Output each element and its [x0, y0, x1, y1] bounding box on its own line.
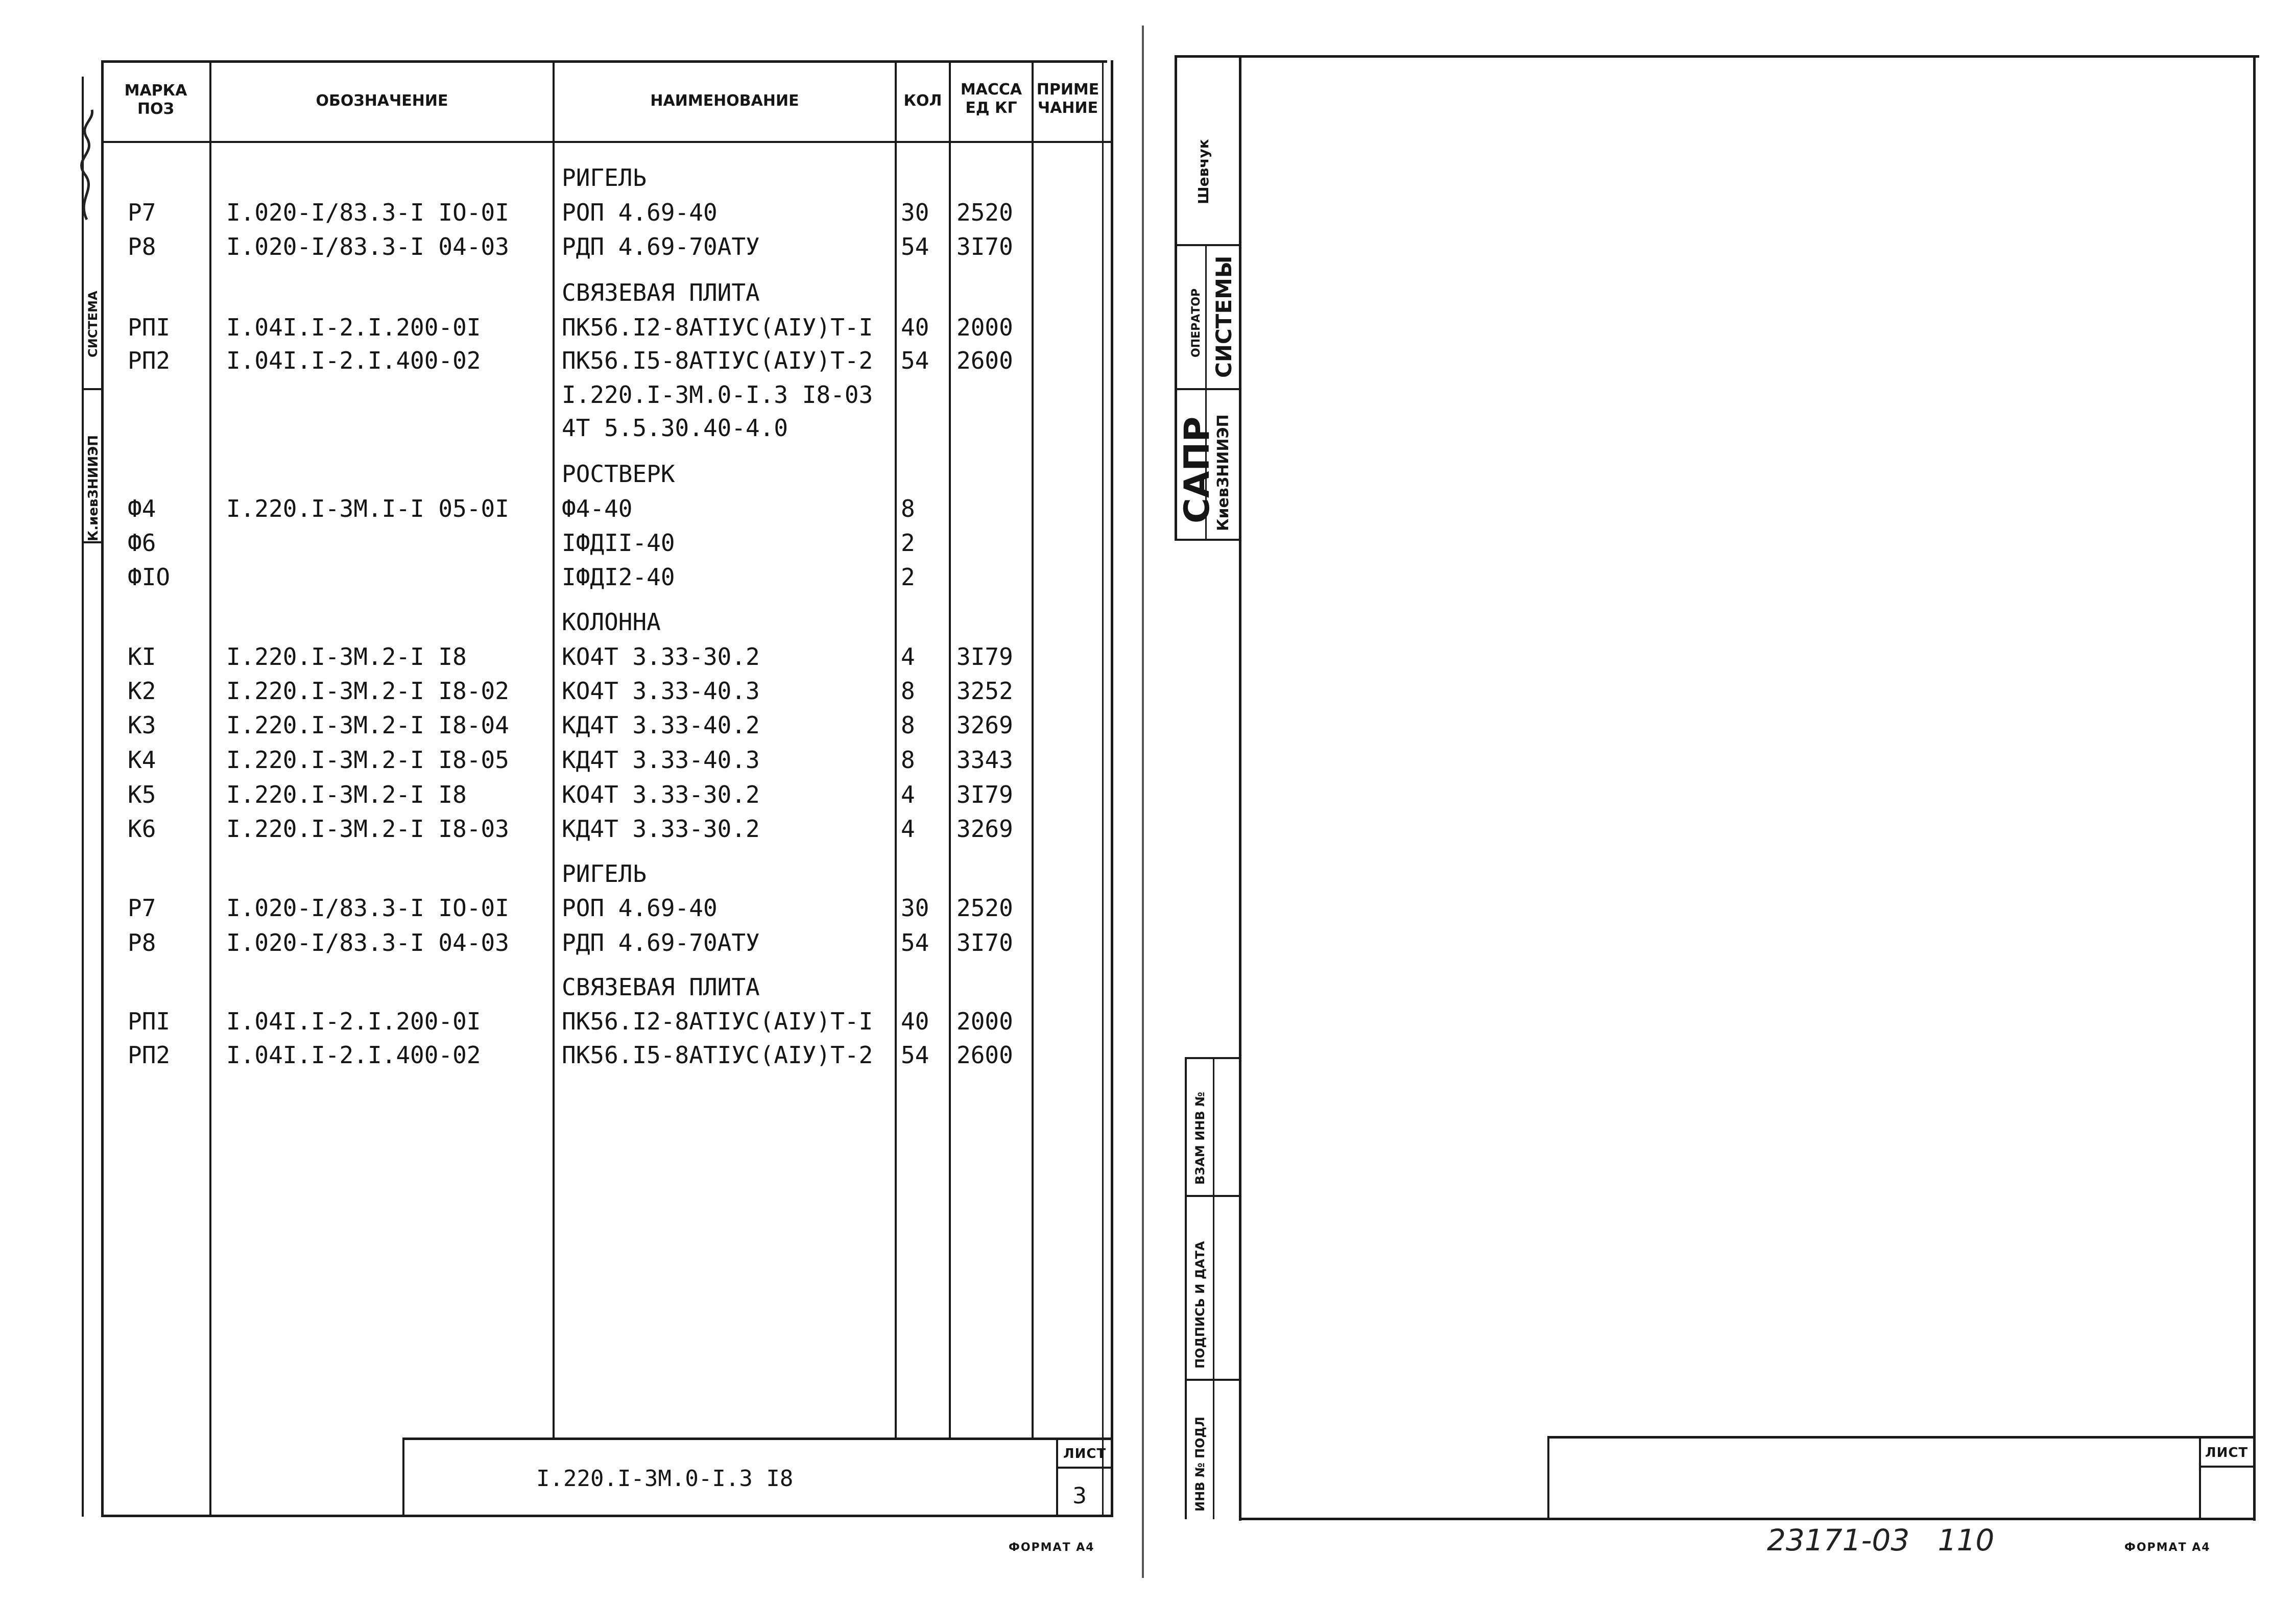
cell-massa: 3269: [956, 815, 1013, 843]
cell-oboznachenie: I.220.I-3М.2-I I8-05: [226, 746, 509, 774]
signature-scribble: [71, 107, 102, 225]
cell-oboznachenie: I.04I.I-2.I.200-0I: [226, 314, 481, 341]
cell-oboznachenie: I.220.I-3М.2-I I8: [226, 643, 467, 670]
cell-kol: 54: [901, 347, 929, 374]
cell-pos: РП2: [128, 1041, 171, 1069]
cell-oboznachenie: I.220.I-3М.2-I I8-03: [226, 815, 509, 843]
cell-kol: 54: [901, 233, 929, 260]
cell-massa: 3I79: [956, 643, 1013, 670]
cell-naimenovanie: IФДII-40: [562, 529, 675, 557]
col-line-2: [553, 60, 555, 1439]
cell-oboznachenie: I.220.I-3М.2-I I8-02: [226, 677, 509, 705]
cell-pos: К5: [128, 781, 156, 808]
header-primechanie: ПРИМЕ ЧАНИЕ: [1036, 81, 1099, 117]
cell-kol: 8: [901, 711, 915, 739]
side-stamp-org: К.иевЗНИИЭП: [86, 435, 101, 541]
col-line-5: [1032, 60, 1034, 1439]
cell-massa: 2600: [956, 347, 1013, 374]
stamp-author: Шевчук: [1195, 139, 1212, 204]
title-block-top-line: [402, 1438, 1113, 1440]
header-naimenovanie: НАИМЕНОВАНИЕ: [650, 92, 799, 110]
side-stamp-tick-1: [82, 388, 101, 390]
cell-pos: Р7: [128, 199, 156, 226]
cell-massa: 3I79: [956, 781, 1013, 808]
cell-naimenovanie: КОЛОННА: [562, 608, 661, 636]
cell-kol: 40: [901, 314, 929, 341]
cell-massa: 2000: [956, 314, 1013, 341]
cell-kol: 8: [901, 677, 915, 705]
cell-naimenovanie: РИГЕЛЬ: [562, 860, 647, 888]
cell-oboznachenie: I.04I.I-2.I.200-0I: [226, 1008, 481, 1035]
cell-naimenovanie: РОП 4.69-40: [562, 894, 718, 922]
cell-pos: Ф6: [128, 529, 156, 557]
cell-naimenovanie: ПК56.I2-8АТIУС(АIУ)Т-I: [562, 1008, 873, 1035]
frame-bottom-line: [101, 1515, 1113, 1517]
cell-kol: 4: [901, 643, 915, 670]
side-stamp-system: СИСТЕМА: [86, 291, 100, 357]
cell-pos: Р8: [128, 929, 156, 956]
cell-massa: 3I70: [956, 233, 1013, 260]
stamp-sapr: САПР: [1177, 416, 1217, 523]
title-block-sheet-label: ЛИСТ: [1063, 1446, 1107, 1462]
cell-massa: 2000: [956, 1008, 1013, 1035]
stamp-org: КиевЗНИИЭП: [1214, 414, 1232, 531]
side-field-vzam-inv: ВЗАМ ИНВ №: [1193, 1092, 1207, 1185]
right-frame-inner-left: [1239, 55, 1241, 1521]
cell-massa: 3269: [956, 711, 1013, 739]
right-frame-top: [1175, 55, 2259, 58]
cell-massa: 3343: [956, 746, 1013, 774]
side-field-outer: [1185, 1057, 1187, 1519]
right-title-block-sheet-label: ЛИСТ: [2205, 1445, 2249, 1460]
cell-oboznachenie: I.220.I-3М.I-I 05-0I: [226, 495, 509, 522]
side-field-mid: [1213, 1057, 1214, 1519]
cell-naimenovanie: КД4Т 3.33-40.2: [562, 711, 760, 739]
cell-naimenovanie: КО4Т 3.33-30.2: [562, 643, 760, 670]
cell-kol: 2: [901, 563, 915, 591]
cell-oboznachenie: I.04I.I-2.I.400-02: [226, 347, 481, 374]
cell-naimenovanie: РДП 4.69-70АТУ: [562, 233, 760, 260]
cell-oboznachenie: I.020-I/83.3-I IO-0I: [226, 199, 509, 226]
cell-oboznachenie: I.020-I/83.3-I 04-03: [226, 233, 509, 260]
col-line-1: [209, 60, 211, 1517]
cell-naimenovanie: IФДI2-40: [562, 563, 675, 591]
header-bottom-line: [101, 141, 1113, 143]
left-format-label: ФОРМАТ А4: [1009, 1541, 1095, 1554]
stamp-operator-value: СИСТЕМЫ: [1211, 255, 1236, 378]
stamp-line-2: [1175, 388, 1241, 390]
right-title-block-top: [1547, 1436, 2256, 1439]
frame-top-line: [101, 60, 1107, 63]
right-frame-right: [2253, 55, 2256, 1521]
title-block-sheet-line: [1056, 1467, 1113, 1469]
frame-right-line: [1111, 60, 1113, 1517]
cell-naimenovanie: КД4Т 3.33-30.2: [562, 815, 760, 843]
cell-oboznachenie: I.220.I-3М.2-I I8: [226, 781, 467, 808]
col-line-inner: [1102, 60, 1104, 1517]
cell-pos: К6: [128, 815, 156, 843]
cell-naimenovanie: Ф4-40: [562, 495, 633, 522]
stamp-line-3: [1175, 539, 1241, 541]
header-massa: МАССА ЕД КГ: [960, 81, 1022, 117]
cell-oboznachenie: I.04I.I-2.I.400-02: [226, 1041, 481, 1069]
cell-pos: К3: [128, 711, 156, 739]
cell-massa: 2600: [956, 1041, 1013, 1069]
header-marka: МАРКА ПОЗ: [124, 82, 187, 118]
cell-massa: 2520: [956, 894, 1013, 922]
side-stamp-tick-2: [82, 541, 101, 543]
cell-naimenovanie: СВЯЗЕВАЯ ПЛИТА: [562, 279, 760, 306]
title-block-designation: I.220.I-3М.0-I.3 I8: [536, 1466, 794, 1492]
cell-naimenovanie: 4Т 5.5.30.40-4.0: [562, 414, 788, 442]
cell-pos: Р7: [128, 894, 156, 922]
cell-naimenovanie: ПК56.I2-8АТIУС(АIУ)Т-I: [562, 314, 873, 341]
cell-naimenovanie: РДП 4.69-70АТУ: [562, 929, 760, 956]
right-title-block-sheet-divider: [2199, 1436, 2201, 1520]
cell-pos: К4: [128, 746, 156, 774]
cell-naimenovanie: КО4Т 3.33-30.2: [562, 781, 760, 808]
cell-oboznachenie: I.020-I/83.3-I IO-0I: [226, 894, 509, 922]
title-block-sheet-divider: [1056, 1438, 1058, 1517]
col-line-4: [949, 60, 951, 1439]
cell-naimenovanie: ПК56.I5-8АТIУС(АIУ)Т-2: [562, 347, 873, 374]
cell-naimenovanie: РОСТВЕРК: [562, 460, 675, 488]
cell-naimenovanie: КО4Т 3.33-40.3: [562, 677, 760, 705]
cell-oboznachenie: I.220.I-3М.2-I I8-04: [226, 711, 509, 739]
stamp-line-1: [1175, 244, 1241, 246]
cell-pos: РП2: [128, 347, 171, 374]
cell-oboznachenie: I.020-I/83.3-I 04-03: [226, 929, 509, 956]
cell-pos: К2: [128, 677, 156, 705]
cell-naimenovanie: ПК56.I5-8АТIУС(АIУ)Т-2: [562, 1041, 873, 1069]
cell-pos: Р8: [128, 233, 156, 260]
header-kol: КОЛ: [903, 92, 942, 110]
header-oboznachenie: ОБОЗНАЧЕНИЕ: [316, 92, 448, 110]
cell-kol: 54: [901, 1041, 929, 1069]
cell-pos: Ф4: [128, 495, 156, 522]
handwritten-number: 23171-03 110: [1767, 1523, 1995, 1558]
side-stamp-line: [82, 77, 84, 1517]
side-field-inv-podl: ИНВ № ПОДЛ: [1193, 1417, 1207, 1512]
right-frame-bottom: [1239, 1518, 2256, 1520]
cell-pos: КI: [128, 643, 156, 670]
cell-kol: 4: [901, 781, 915, 808]
cell-massa: 3I70: [956, 929, 1013, 956]
cell-kol: 30: [901, 199, 929, 226]
stamp-operator-label: ОПЕРАТОР: [1190, 288, 1203, 357]
cell-kol: 40: [901, 1008, 929, 1035]
frame-left-line: [101, 60, 104, 1517]
side-field-podpis-data: ПОДПИСЬ И ДАТА: [1193, 1241, 1207, 1369]
right-title-block-left: [1547, 1436, 1549, 1520]
cell-pos: ФIO: [128, 563, 171, 591]
cell-pos: РПI: [128, 314, 171, 341]
cell-kol: 30: [901, 894, 929, 922]
cell-massa: 3252: [956, 677, 1013, 705]
cell-pos: РПI: [128, 1008, 171, 1035]
title-block-sheet-number: 3: [1072, 1483, 1087, 1509]
cell-kol: 2: [901, 529, 915, 557]
right-title-block-sheet-line: [2199, 1466, 2256, 1468]
cell-naimenovanie: КД4Т 3.33-40.3: [562, 746, 760, 774]
cell-kol: 54: [901, 929, 929, 956]
cell-kol: 8: [901, 746, 915, 774]
cell-naimenovanie: РОП 4.69-40: [562, 199, 718, 226]
cell-kol: 8: [901, 495, 915, 522]
right-format-label: ФОРМАТ А4: [2124, 1541, 2211, 1554]
cell-massa: 2520: [956, 199, 1013, 226]
col-line-3: [895, 60, 897, 1439]
cell-naimenovanie: РИГЕЛЬ: [562, 164, 647, 191]
cell-naimenovanie: СВЯЗЕВАЯ ПЛИТА: [562, 973, 760, 1001]
cell-naimenovanie: I.220.I-3М.0-I.3 I8-03: [562, 381, 873, 409]
cell-kol: 4: [901, 815, 915, 843]
sheet-divider: [1142, 26, 1144, 1578]
title-block-left-line: [402, 1438, 404, 1517]
